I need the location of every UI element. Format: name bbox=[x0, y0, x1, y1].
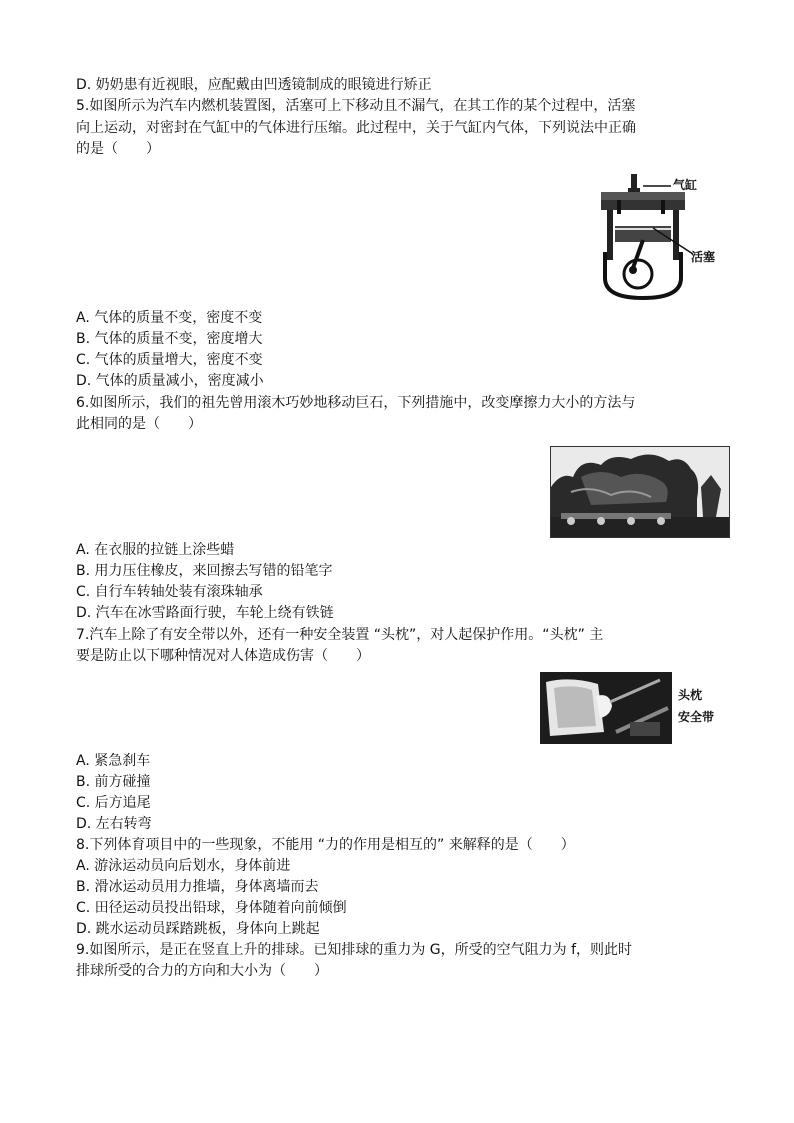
q6-option-c: C. 自行车转轴处装有滚珠轴承 bbox=[76, 584, 263, 600]
q6-option-b: B. 用力压住橡皮，来回擦去写错的铅笔字 bbox=[76, 563, 333, 579]
q8-option-d: D. 跳水运动员踩踏跳板，身体向上跳起 bbox=[76, 921, 320, 937]
engine-figure bbox=[593, 170, 728, 302]
boulder-photo-image bbox=[551, 447, 729, 537]
q5-option-d: D. 气体的质量减小，密度减小 bbox=[76, 373, 264, 389]
q7-stem-line-2: 要是防止以下哪种情况对人体造成伤害（ ） bbox=[76, 648, 370, 664]
headrest-label: 头枕 bbox=[678, 688, 703, 702]
q6-stem-line-1: 6.如图所示，我们的祖先曾用滚木巧妙地移动巨石，下列措施中，改变摩擦力大小的方法与 bbox=[76, 395, 636, 411]
q8-option-a: A. 游泳运动员向后划水，身体前进 bbox=[76, 858, 291, 874]
q5-stem-line-1: 5.如图所示为汽车内燃机装置图，活塞可上下移动且不漏气，在其工作的某个过程中，活塞 bbox=[76, 98, 636, 114]
q6-stem-line-2: 此相同的是（ ） bbox=[76, 416, 202, 432]
piston-label: 活塞 bbox=[691, 250, 716, 264]
q7-option-a: A. 紧急刹车 bbox=[76, 753, 151, 769]
boulder-photo bbox=[550, 446, 730, 538]
q7-option-c: C. 后方追尾 bbox=[76, 795, 151, 811]
q8-option-c: C. 田径运动员投出铅球，身体随着向前倾倒 bbox=[76, 900, 347, 916]
seatbelt-label: 安全带 bbox=[678, 710, 715, 724]
q4-option-d: D. 奶奶患有近视眼，应配戴由凹透镜制成的眼镜进行矫正 bbox=[76, 77, 432, 93]
cylinder-label: 气缸 bbox=[673, 178, 698, 192]
q6-option-a: A. 在衣服的拉链上涂些蜡 bbox=[76, 542, 235, 558]
q8-stem: 8.下列体育项目中的一些现象，不能用 “力的作用是相互的” 来解释的是（ ） bbox=[76, 837, 575, 853]
q7-stem-line-1: 7.汽车上除了有安全带以外，还有一种安全装置 “头枕”，对人起保护作用。“头枕” 主 bbox=[76, 627, 604, 643]
q5-option-c: C. 气体的质量增大，密度不变 bbox=[76, 352, 263, 368]
q9-stem-line-2: 排球所受的合力的方向和大小为（ ） bbox=[76, 963, 328, 979]
q5-option-b: B. 气体的质量不变，密度增大 bbox=[76, 331, 263, 347]
q9-stem-line-1: 9.如图所示，是正在竖直上升的排球。已知排球的重力为 G，所受的空气阻力为 f，则此时 bbox=[76, 942, 633, 958]
q7-option-b: B. 前方碰撞 bbox=[76, 774, 151, 790]
headrest-figure bbox=[540, 672, 730, 744]
car-seat-photo bbox=[540, 672, 672, 744]
q7-option-d: D. 左右转弯 bbox=[76, 816, 152, 832]
q5-stem-line-3: 的是（ ） bbox=[76, 141, 160, 157]
q5-option-a: A. 气体的质量不变，密度不变 bbox=[76, 310, 263, 326]
q6-option-d: D. 汽车在冰雪路面行驶，车轮上绕有铁链 bbox=[76, 605, 334, 621]
q8-option-b: B. 滑冰运动员用力推墙，身体离墙而去 bbox=[76, 879, 319, 895]
engine-diagram-image bbox=[593, 170, 728, 302]
q5-stem-line-2: 向上运动，对密封在气缸中的气体进行压缩。此过程中，关于气缸内气体，下列说法中正确 bbox=[76, 120, 636, 136]
